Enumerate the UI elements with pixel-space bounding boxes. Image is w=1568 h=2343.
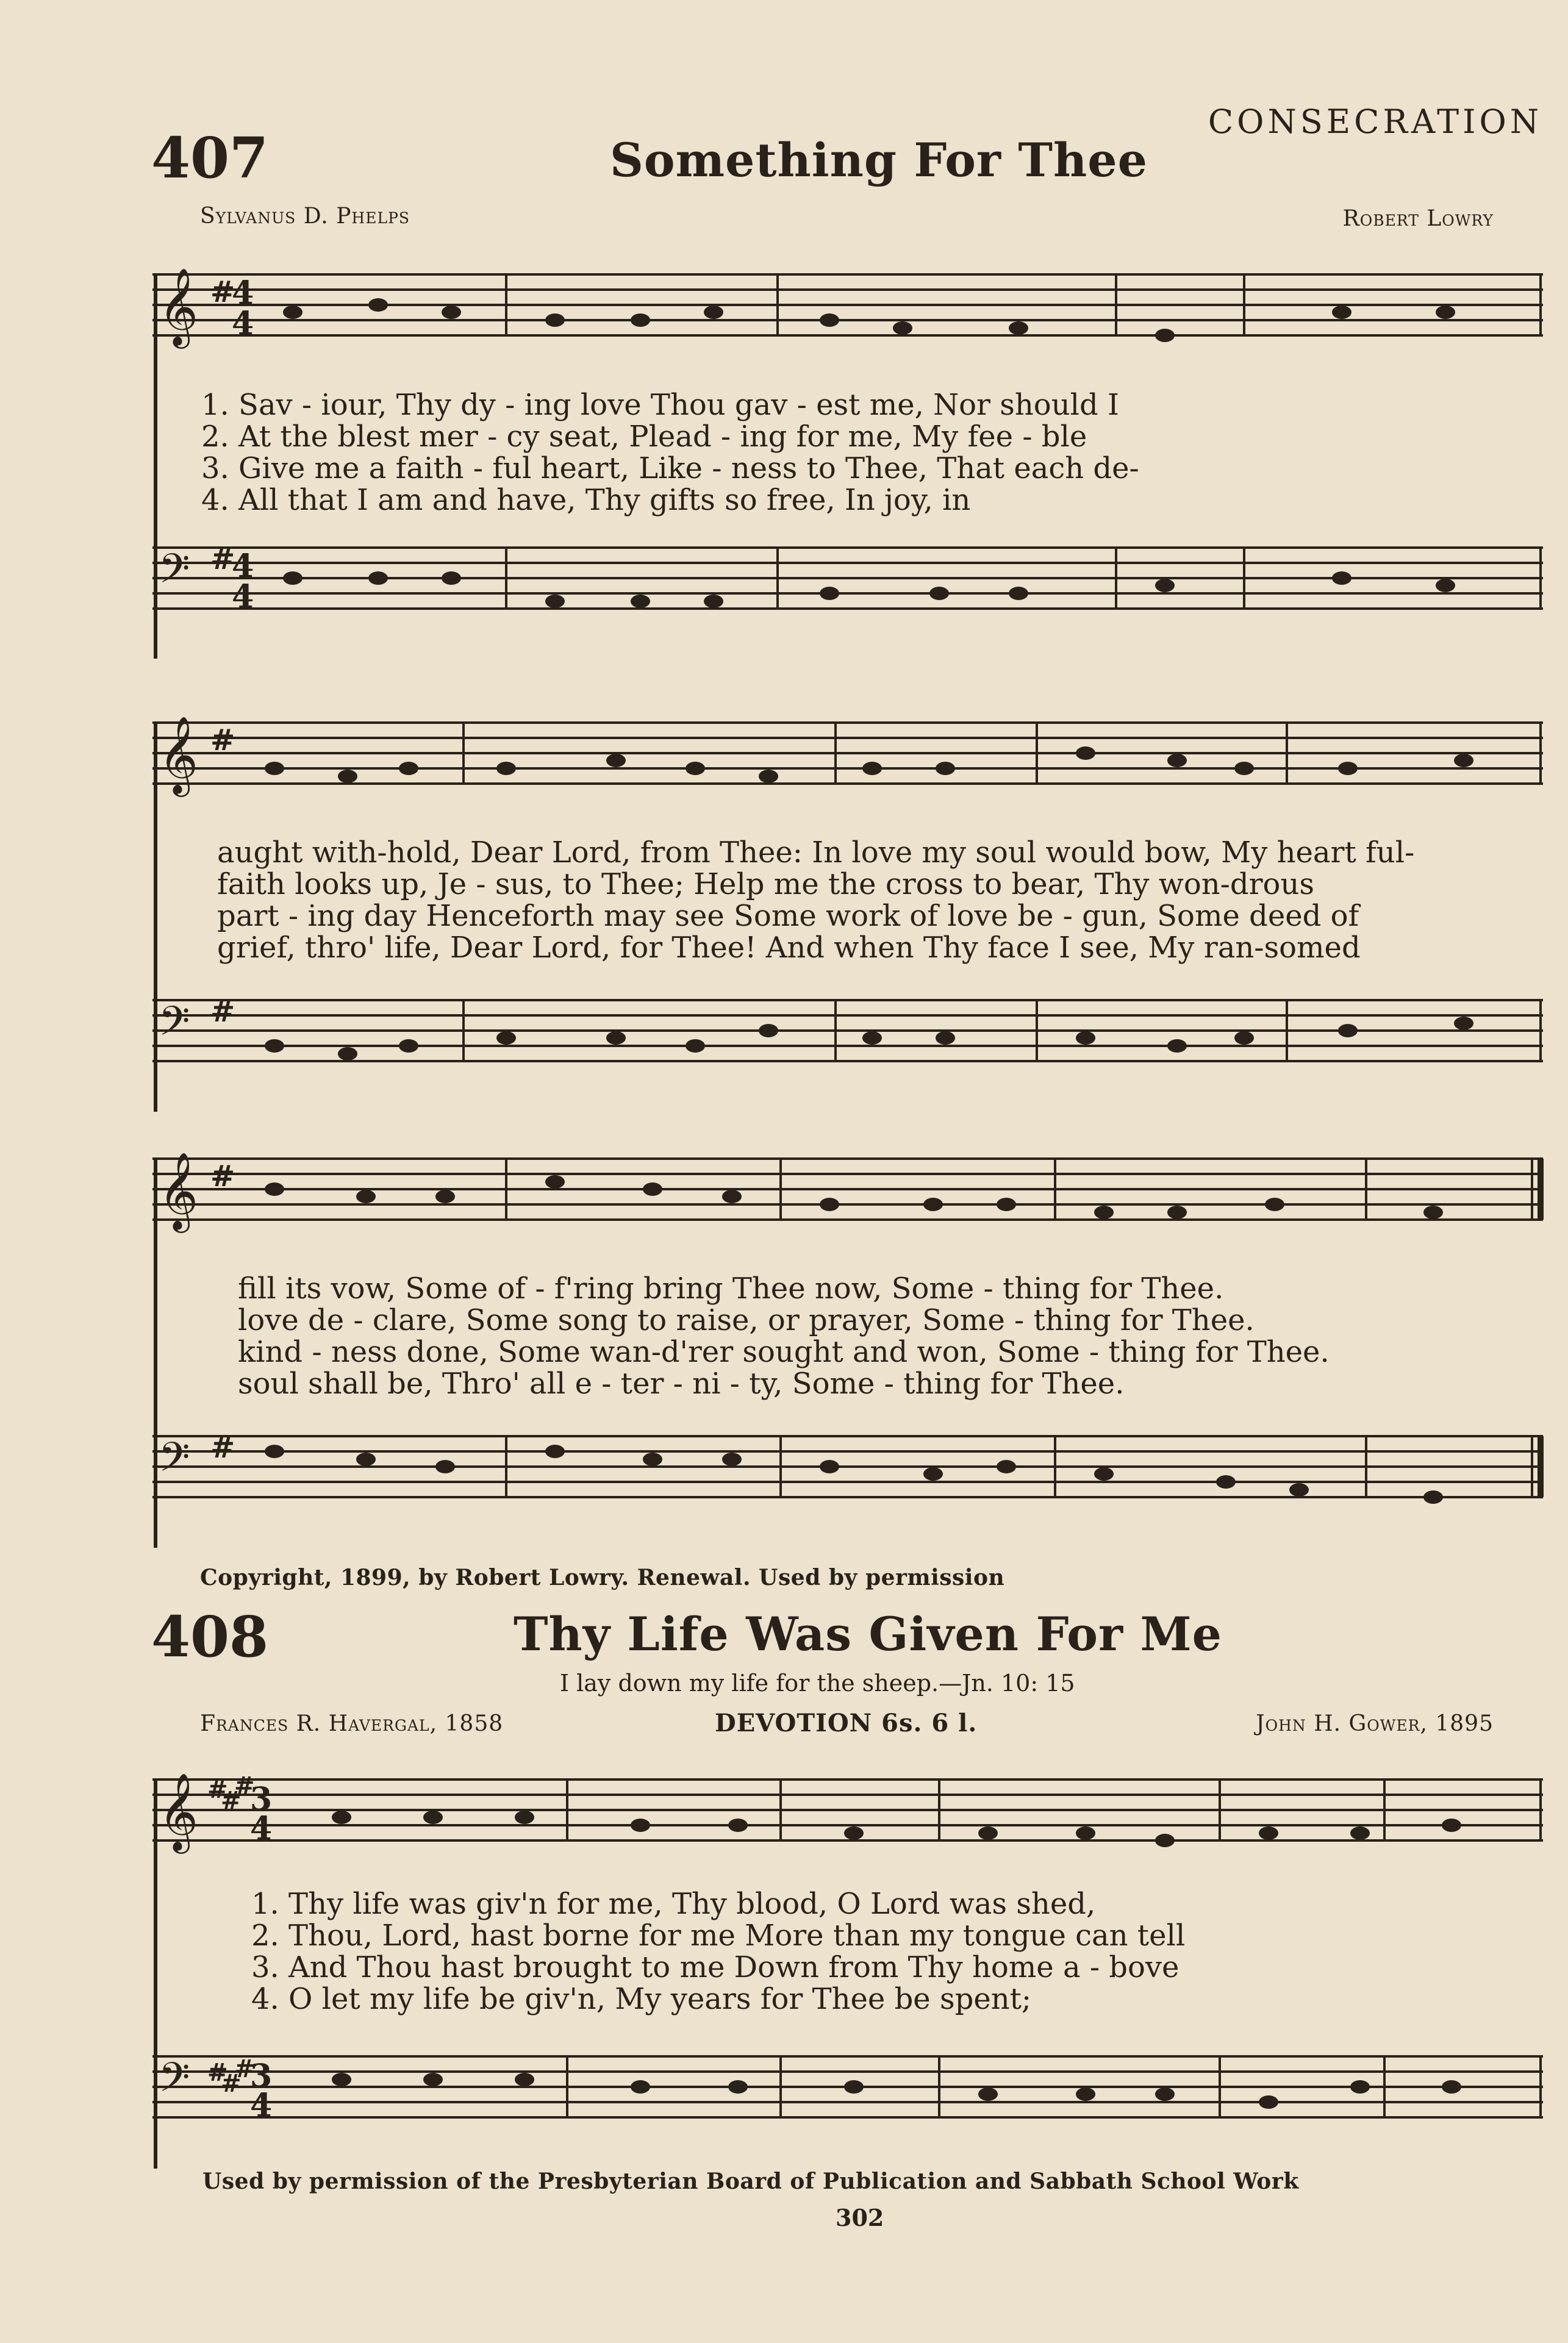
hymn407-s2-verse-2: faith looks up, Je - sus, to Thee; Help me the cross to bear, Thy won-drous [217, 867, 1314, 901]
hymn408-s1-verse-1: 1. Thy life was giv'n for me, Thy blood, O Lord was shed, [251, 1887, 1096, 1921]
hymn407-system1-bass-staff [152, 542, 1543, 664]
svg-text:4: 4 [232, 578, 254, 615]
svg-text:#: # [207, 2058, 228, 2087]
hymn407-s3-verse-2: love de - clare, Some song to raise, or prayer, Some - thing for Thee. [238, 1303, 1255, 1337]
svg-text:4: 4 [232, 548, 254, 585]
svg-text:𝄢: 𝄢 [159, 1434, 190, 1490]
hymn407-s1-verse-4: 4. All that I am and have, Thy gifts so free, In joy, in [201, 483, 971, 517]
hymn407-system1-treble-staff [152, 268, 1543, 390]
hymn407-s2-verse-1: aught with-hold, Dear Lord, from Thee: In love my soul would bow, My heart ful- [217, 835, 1415, 870]
svg-text:#: # [210, 1431, 235, 1465]
hymn-author-408: Frances R. Havergal, 1858 [200, 1711, 504, 1736]
hymn407-s1-verse-1: 1. Sav - iour, Thy dy - ing love Thou gav - est me, Nor should I [201, 388, 1119, 422]
hymn407-s1-verse-3: 3. Give me a faith - ful heart, Like - ness to Thee, That each de- [201, 451, 1139, 485]
hymn408-system1-bass-staff [152, 2050, 1543, 2172]
hymn407-s2-verse-3: part - ing day Henceforth may see Some work of love be - gun, Some deed of [217, 899, 1359, 933]
hymn408-system1-brace [154, 1778, 157, 2169]
hymn407-system3-brace [154, 1157, 157, 1548]
hymn408-s1-verse-4: 4. O let my life be giv'n, My years for Thee be spent; [251, 1982, 1032, 2016]
svg-text:#: # [234, 1772, 255, 1800]
hymn-title-408: Thy Life Was Given For Me [514, 1607, 1222, 1661]
hymn408-s1-verse-2: 2. Thou, Lord, hast borne for me More than my tongue can tell [251, 1919, 1186, 1953]
svg-text:#: # [221, 1786, 242, 1815]
svg-text:#: # [210, 275, 235, 309]
hymn407-s3-verse-4: soul shall be, Thro' all e - ter - ni - ty, Some - thing for Thee. [238, 1367, 1125, 1401]
svg-text:#: # [210, 542, 235, 576]
hymn408-permission: Used by permission of the Presbyterian Board of Publication and Sabbath School Work [202, 2169, 1299, 2194]
hymn407-system3-treble-staff [152, 1153, 1543, 1275]
svg-text:#: # [210, 1159, 235, 1193]
hymn407-system2-brace [154, 721, 157, 1112]
hymn-title-407: Something For Thee [610, 133, 1148, 187]
hymn-composer-407: Robert Lowry [1342, 206, 1494, 231]
svg-text:#: # [210, 723, 235, 757]
section-header: CONSECRATION [1208, 102, 1542, 141]
svg-text:#: # [207, 1775, 228, 1804]
svg-text:4: 4 [232, 305, 254, 342]
svg-text:𝄞: 𝄞 [159, 715, 199, 793]
hymn-composer-408: John H. Gower, 1895 [1256, 1711, 1494, 1736]
svg-text:#: # [234, 2055, 255, 2083]
page-number: 302 [836, 2204, 884, 2231]
hymn407-s1-verse-2: 2. At the blest mer - cy seat, Plead - ing for me, My fee - ble [201, 420, 1087, 454]
svg-text:𝄢: 𝄢 [159, 998, 190, 1054]
svg-text:4: 4 [250, 2087, 273, 2124]
hymn-number-407: 407 [151, 125, 269, 191]
hymn407-system2-treble-staff [152, 717, 1543, 839]
hymn407-system2-bass-staff [152, 994, 1543, 1116]
hymn408-s1-verse-3: 3. And Thou hast brought to me Down from Thy home a - bove [251, 1950, 1180, 1984]
svg-text:3: 3 [250, 2058, 273, 2095]
hymn407-system1-brace [154, 273, 157, 659]
hymn407-copyright: Copyright, 1899, by Robert Lowry. Renewal. Used by permission [200, 1565, 1005, 1590]
svg-text:4: 4 [232, 274, 254, 312]
svg-text:#: # [221, 2069, 242, 2098]
hymn408-epigraph: I lay down my life for the sheep.—Jn. 10: 15 [560, 1670, 1075, 1697]
hymn-number-408: 408 [151, 1604, 269, 1670]
hymn408-tune-name: DEVOTION 6s. 6 l. [715, 1709, 978, 1737]
hymn407-system3-bass-staff [152, 1430, 1543, 1552]
svg-text:𝄞: 𝄞 [159, 1151, 199, 1229]
svg-text:3: 3 [250, 1781, 273, 1818]
svg-text:𝄢: 𝄢 [159, 2054, 190, 2111]
svg-text:𝄞: 𝄞 [159, 267, 199, 345]
hymn407-s3-verse-1: fill its vow, Some of - f'ring bring Thee now, Some - thing for Thee. [238, 1272, 1224, 1306]
svg-text:4: 4 [250, 1810, 273, 1847]
svg-text:𝄢: 𝄢 [159, 545, 190, 602]
hymn407-s3-verse-3: kind - ness done, Some wan-d'rer sought and won, Some - thing for Thee. [238, 1335, 1330, 1369]
svg-text:#: # [210, 995, 235, 1029]
hymn408-system1-treble-staff [152, 1773, 1543, 1895]
svg-text:𝄞: 𝄞 [159, 1772, 199, 1850]
hymn407-s2-verse-4: grief, thro' life, Dear Lord, for Thee! And when Thy face I see, My ran-somed [217, 931, 1361, 965]
hymn-author-407: Sylvanus D. Phelps [200, 204, 410, 229]
